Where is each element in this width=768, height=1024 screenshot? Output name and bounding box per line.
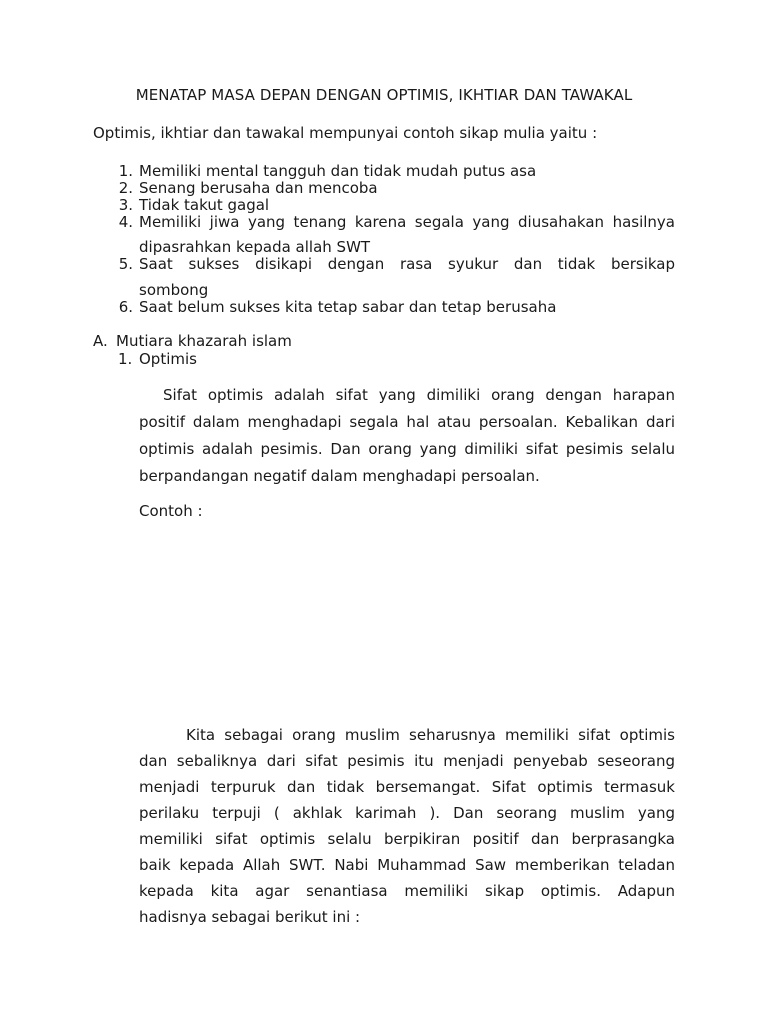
intro-text: Optimis, ikhtiar dan tawakal mempunyai contoh sikap mulia yaitu :: [93, 124, 598, 142]
list-item-continuation: sombong: [139, 281, 209, 299]
document-title: MENATAP MASA DEPAN DENGAN OPTIMIS, IKHTIAR DAN TAWAKAL: [135, 86, 633, 104]
subsection-heading: Optimis: [139, 350, 197, 368]
section-heading: Mutiara khazarah islam: [116, 332, 292, 350]
list-item-number: 3.: [118, 196, 133, 214]
list-item-continuation: dipasrahkan kepada allah SWT: [139, 238, 371, 256]
list-item-number: 1.: [118, 162, 133, 180]
paragraph-line: Kita sebagai orang muslim seharusnya memiliki sifat optimis: [186, 726, 675, 744]
paragraph-line: memiliki sifat optimis selalu berpikiran positif dan berprasangka: [139, 830, 675, 848]
paragraph-line: perilaku terpuji ( akhlak karimah ). Dan seorang muslim yang: [139, 804, 675, 822]
paragraph-line: berpandangan negatif dalam menghadapi persoalan.: [139, 467, 540, 485]
list-item: Senang berusaha dan mencoba: [139, 179, 378, 197]
list-item: Saat belum sukses kita tetap sabar dan tetap berusaha: [139, 298, 557, 316]
paragraph-line: baik kepada Allah SWT. Nabi Muhammad Saw memberikan teladan: [139, 856, 675, 874]
list-item-number: 2.: [118, 179, 133, 197]
paragraph-line: dan sebaliknya dari sifat pesimis itu menjadi penyebab seseorang: [139, 752, 675, 770]
paragraph-line: optimis adalah pesimis. Dan orang yang dimiliki sifat pesimis selalu: [139, 440, 675, 458]
list-item-number: 4.: [118, 213, 133, 231]
paragraph-line: hadisnya sebagai berikut ini :: [139, 908, 361, 926]
list-item: Saat sukses disikapi dengan rasa syukur dan tidak bersikap: [139, 255, 675, 273]
list-item: Memiliki jiwa yang tenang karena segala yang diusahakan hasilnya: [139, 213, 675, 231]
section-letter: A.: [93, 332, 108, 350]
list-item-number: 6.: [118, 298, 133, 316]
paragraph-line: Sifat optimis adalah sifat yang dimiliki orang dengan harapan: [163, 386, 675, 404]
paragraph-line: positif dalam menghadapi segala hal atau persoalan. Kebalikan dari: [139, 413, 675, 431]
example-label: Contoh :: [139, 502, 203, 520]
paragraph-line: kepada kita agar senantiasa memiliki sikap optimis. Adapun: [139, 882, 675, 900]
paragraph-line: menjadi terpuruk dan tidak bersemangat. Sifat optimis termasuk: [139, 778, 675, 796]
list-item: Memiliki mental tangguh dan tidak mudah putus asa: [139, 162, 537, 180]
list-item-number: 5.: [118, 255, 133, 273]
subsection-number: 1.: [118, 350, 133, 368]
list-item: Tidak takut gagal: [139, 196, 270, 214]
